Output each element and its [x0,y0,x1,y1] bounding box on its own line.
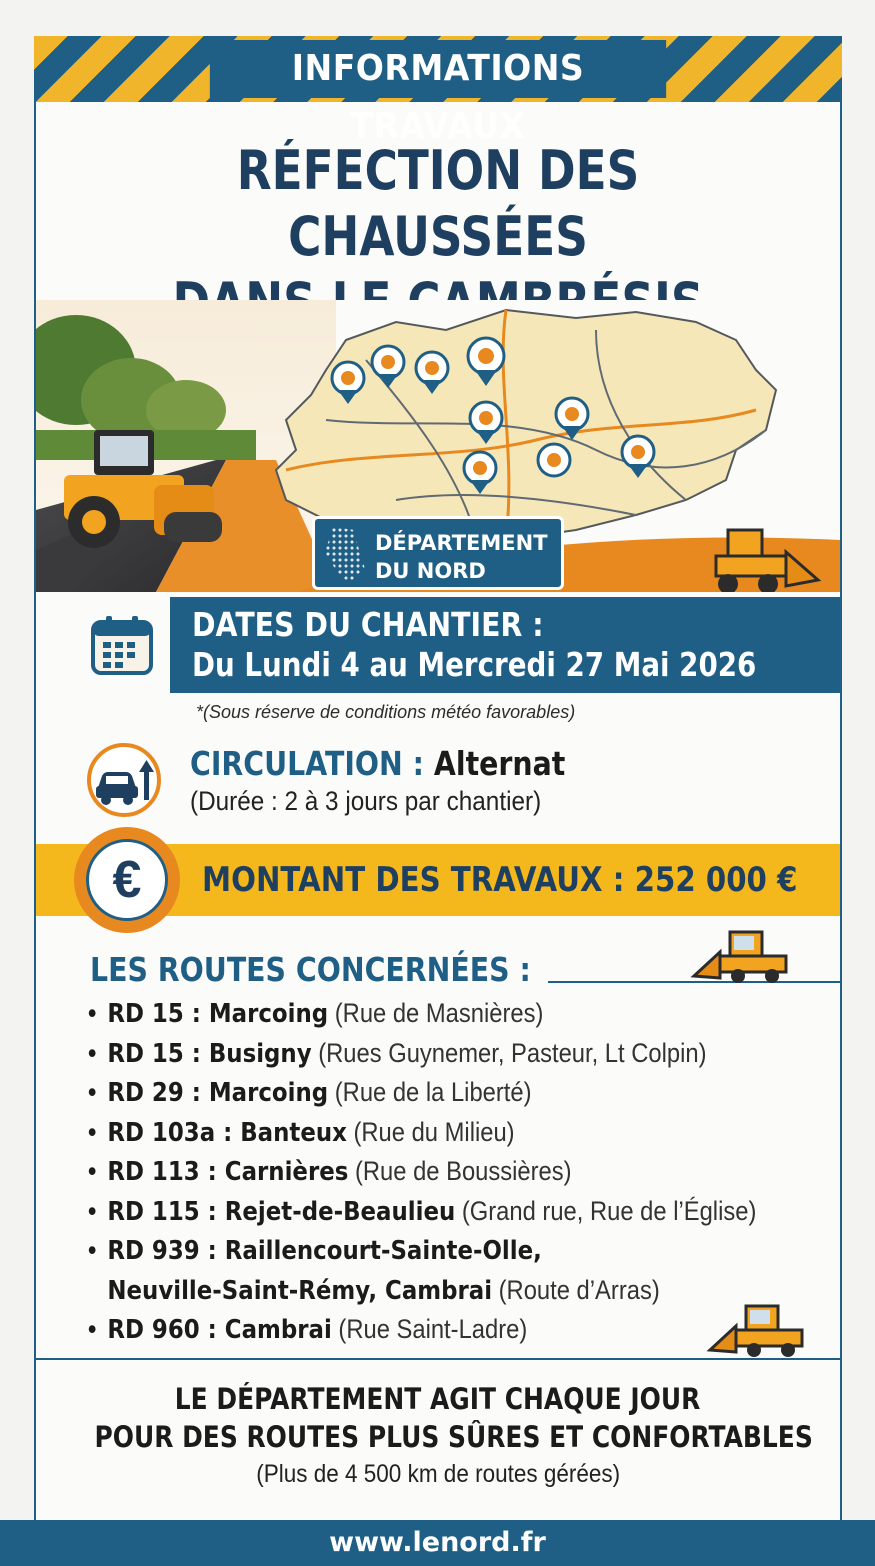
route-road: RD 960 : Cambrai [107,1315,332,1345]
routes-list [88,994,848,1350]
worker-pin-icon [538,444,570,476]
route-road: RD 15 : Marcoing [107,999,329,1029]
department-map-icon [325,527,365,583]
route-detail: (Rue Saint-Ladre) [331,1314,528,1344]
route-road: RD 103a : Banteux [107,1117,347,1148]
badge-line-1: DÉPARTEMENT [375,531,548,555]
route-road: RD 115 : Rejet-de-Beaulieu [107,1196,456,1227]
route-item [88,994,757,1034]
route-road: Neuville-Saint-Rémy, Cambrai [107,1275,493,1306]
route-road: RD 939 : Raillencourt-Sainte-Olle, [107,1236,542,1266]
dates-range: Du Lundi 4 au Mercredi 27 Mai 2026 [192,645,757,684]
route-detail: (Rue de Boussières) [348,1156,572,1186]
calendar-icon [90,614,154,676]
footer-slogan-2-text: POUR DES ROUTES PLUS SÛRES ET CONFORTABLES [94,1420,813,1454]
route-item [88,1192,757,1232]
route-detail: (Grand rue, Rue de l’Église) [455,1195,757,1226]
footer-slogan-1-text: LE DÉPARTEMENT AGIT CHAQUE JOUR [175,1382,701,1416]
route-road: RD 29 : Marcoing [107,1078,329,1108]
route-item [88,1310,757,1350]
bulldozer-icon [690,928,790,984]
dates-panel [170,597,840,693]
footer-stat [36,1460,840,1489]
route-item [88,1152,757,1192]
route-item-continued [88,1271,757,1311]
department-badge [312,516,564,590]
dates-heading: DATES DU CHANTIER : [192,605,544,644]
website-link[interactable]: www.lenord.fr [0,1520,875,1566]
footer-slogan-2 [36,1420,840,1454]
route-road: RD 113 : Carnières [107,1157,349,1187]
car-arrow-icon [86,742,162,818]
bulldozer-icon [706,1302,806,1358]
route-detail: (Rues Guynemer, Pasteur, Lt Colpin) [311,1037,707,1068]
route-detail: (Route d’Arras) [492,1274,660,1305]
footer-stat-text: (Plus de 4 500 km de routes gérées) [256,1460,620,1488]
weather-note: *(Sous réserve de conditions météo favorables) [196,702,576,722]
euro-symbol: € [112,851,142,909]
routes-heading: LES ROUTES CONCERNÉES : [90,950,531,989]
route-detail: (Rue de la Liberté) [328,1077,532,1107]
badge-line-2: DU NORD [375,559,486,583]
footer-slogan-1 [36,1382,840,1416]
circulation-detail: (Durée : 2 à 3 jours par chantier) [190,786,542,816]
circulation-label: CIRCULATION : [190,744,424,783]
route-item [88,1034,757,1074]
footer-divider [36,1358,840,1360]
budget-amount: MONTANT DES TRAVAUX : 252 000 € [202,860,798,900]
title-line-1: RÉFECTION DES CHAUSSÉES [236,139,640,268]
header-banner: INFORMATIONS TRAVAUX [210,40,666,98]
route-detail: (Rue du Milieu) [346,1116,515,1147]
route-road: RD 15 : Busigny [107,1038,312,1069]
route-item [88,1073,757,1113]
route-item [88,1113,757,1153]
circulation-heading [190,744,565,783]
euro-icon [74,827,180,933]
route-item [88,1231,757,1271]
route-detail: (Rue de Masnières) [328,998,544,1028]
circulation-value: Alternat [433,744,566,783]
